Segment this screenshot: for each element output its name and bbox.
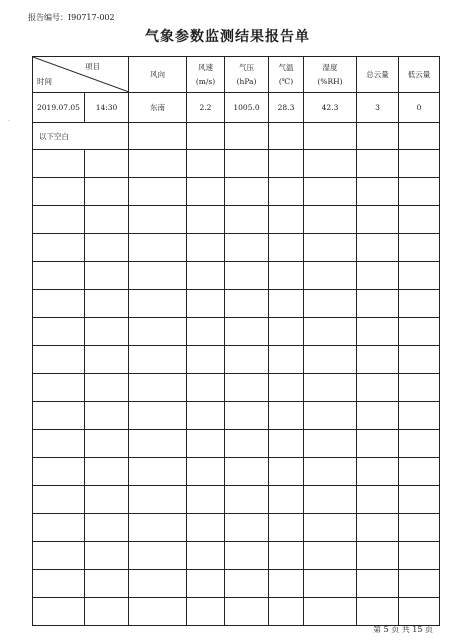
empty-cell xyxy=(85,374,129,402)
empty-cell xyxy=(85,206,129,234)
empty-cell xyxy=(357,374,399,402)
empty-cell xyxy=(225,598,269,626)
table-row xyxy=(33,93,440,123)
cell-wind-direction: 东南 xyxy=(129,93,187,123)
header-temperature xyxy=(269,57,304,93)
empty-cell xyxy=(129,598,187,626)
empty-cell xyxy=(187,262,225,290)
empty-cell xyxy=(129,402,187,430)
empty-cell xyxy=(357,542,399,570)
empty-cell xyxy=(269,346,304,374)
empty-cell xyxy=(304,374,357,402)
empty-cell xyxy=(304,206,357,234)
empty-cell xyxy=(269,178,304,206)
empty-cell xyxy=(33,346,85,374)
weather-results-table xyxy=(32,56,440,626)
empty-cell xyxy=(399,514,440,542)
empty-cell xyxy=(85,178,129,206)
empty-cell xyxy=(225,402,269,430)
cell-humidity: 42.3 xyxy=(304,93,357,123)
empty-cell xyxy=(357,150,399,178)
empty-cell xyxy=(225,374,269,402)
empty-cell xyxy=(399,374,440,402)
empty-row xyxy=(33,570,440,598)
empty-cell xyxy=(357,346,399,374)
empty-cell xyxy=(129,542,187,570)
empty-cell xyxy=(357,430,399,458)
blank-below-note: 以下空白 xyxy=(33,123,129,150)
empty-cell xyxy=(399,402,440,430)
page-number: 第 5 页 共 15 页 xyxy=(373,625,433,634)
empty-row xyxy=(33,206,440,234)
empty-cell xyxy=(85,150,129,178)
empty-cell xyxy=(225,150,269,178)
empty-cell xyxy=(399,262,440,290)
empty-cell xyxy=(269,570,304,598)
blank-note-row xyxy=(33,123,440,150)
empty-cell xyxy=(399,318,440,346)
empty-cell xyxy=(269,290,304,318)
header-temperature-label: 气温 xyxy=(278,62,294,72)
empty-cell xyxy=(187,318,225,346)
empty-cell xyxy=(399,234,440,262)
empty-cell xyxy=(129,290,187,318)
empty-cell xyxy=(269,598,304,626)
empty-cell xyxy=(85,458,129,486)
empty-cell xyxy=(269,402,304,430)
cell-wind-speed: 2.2 xyxy=(187,93,225,123)
empty-cell xyxy=(129,318,187,346)
empty-cell xyxy=(187,290,225,318)
empty-cell xyxy=(269,150,304,178)
empty-cell xyxy=(357,123,399,150)
cell-pressure: 1005.0 xyxy=(225,93,269,123)
empty-cell xyxy=(304,514,357,542)
empty-cell xyxy=(85,234,129,262)
empty-cell xyxy=(399,458,440,486)
empty-cell xyxy=(225,234,269,262)
empty-cell xyxy=(304,598,357,626)
empty-cell xyxy=(357,206,399,234)
empty-row xyxy=(33,458,440,486)
empty-cell xyxy=(304,430,357,458)
empty-row xyxy=(33,402,440,430)
empty-cell xyxy=(33,570,85,598)
empty-cell xyxy=(399,178,440,206)
empty-cell xyxy=(129,374,187,402)
cell-temperature: 28.3 xyxy=(269,93,304,123)
empty-row xyxy=(33,514,440,542)
empty-cell xyxy=(225,318,269,346)
empty-cell xyxy=(357,234,399,262)
empty-cell xyxy=(85,486,129,514)
empty-cell xyxy=(269,206,304,234)
empty-cell xyxy=(399,598,440,626)
empty-cell xyxy=(357,514,399,542)
empty-cell xyxy=(187,514,225,542)
header-total-cloud: 总云量 xyxy=(357,57,399,93)
empty-cell xyxy=(33,318,85,346)
empty-cell xyxy=(129,178,187,206)
empty-cell xyxy=(225,570,269,598)
empty-row xyxy=(33,486,440,514)
empty-cell xyxy=(187,123,225,150)
empty-cell xyxy=(33,234,85,262)
empty-cell xyxy=(129,234,187,262)
empty-cell xyxy=(33,374,85,402)
empty-cell xyxy=(129,346,187,374)
empty-cell xyxy=(225,514,269,542)
table-header-row xyxy=(33,57,440,93)
empty-cell xyxy=(187,598,225,626)
empty-cell xyxy=(129,430,187,458)
empty-cell xyxy=(85,542,129,570)
scan-mark: · xyxy=(8,118,10,125)
empty-cell xyxy=(304,486,357,514)
cell-low-cloud: 0 xyxy=(399,93,440,123)
empty-cell xyxy=(85,402,129,430)
empty-cell xyxy=(269,234,304,262)
empty-row xyxy=(33,150,440,178)
empty-cell xyxy=(269,458,304,486)
empty-cell xyxy=(357,486,399,514)
empty-cell xyxy=(357,570,399,598)
header-pressure-unit: (hPa) xyxy=(236,76,257,86)
empty-row xyxy=(33,234,440,262)
empty-cell xyxy=(85,318,129,346)
empty-cell xyxy=(33,542,85,570)
empty-cell xyxy=(129,458,187,486)
header-humidity xyxy=(304,57,357,93)
empty-cell xyxy=(399,206,440,234)
header-wind-speed-unit: (m/s) xyxy=(195,76,216,86)
cell-total-cloud: 3 xyxy=(357,93,399,123)
empty-cell xyxy=(33,430,85,458)
empty-cell xyxy=(187,458,225,486)
empty-cell xyxy=(33,206,85,234)
empty-cell xyxy=(33,150,85,178)
empty-row xyxy=(33,598,440,626)
empty-cell xyxy=(399,542,440,570)
empty-cell xyxy=(304,123,357,150)
empty-cell xyxy=(269,123,304,150)
header-humidity-unit: (%RH) xyxy=(317,76,343,86)
empty-cell xyxy=(399,570,440,598)
empty-cell xyxy=(225,123,269,150)
empty-cell xyxy=(187,542,225,570)
empty-cell xyxy=(33,402,85,430)
empty-cell xyxy=(225,178,269,206)
header-temperature-unit: (℃) xyxy=(278,76,294,86)
header-wind-direction: 风向 xyxy=(129,57,187,93)
empty-row xyxy=(33,178,440,206)
empty-cell xyxy=(85,346,129,374)
empty-cell xyxy=(187,430,225,458)
header-wind-speed-label: 风速 xyxy=(198,62,213,72)
empty-cell xyxy=(129,486,187,514)
empty-cell xyxy=(269,318,304,346)
empty-row xyxy=(33,262,440,290)
empty-cell xyxy=(269,262,304,290)
empty-cell xyxy=(187,206,225,234)
empty-cell xyxy=(129,514,187,542)
empty-cell xyxy=(304,234,357,262)
report-number-label: 报告编号： xyxy=(28,13,68,22)
empty-cell xyxy=(357,318,399,346)
empty-cell xyxy=(129,570,187,598)
empty-cell xyxy=(304,290,357,318)
cell-date: 2019.07.05 xyxy=(33,93,85,123)
empty-row xyxy=(33,346,440,374)
empty-cell xyxy=(33,262,85,290)
empty-cell xyxy=(225,542,269,570)
empty-cell xyxy=(33,458,85,486)
empty-cell xyxy=(304,402,357,430)
empty-cell xyxy=(357,178,399,206)
empty-cell xyxy=(304,458,357,486)
empty-cell xyxy=(357,290,399,318)
header-pressure-label: 气压 xyxy=(239,62,254,72)
empty-cell xyxy=(187,374,225,402)
empty-row xyxy=(33,318,440,346)
empty-cell xyxy=(304,542,357,570)
empty-cell xyxy=(187,150,225,178)
empty-cell xyxy=(85,598,129,626)
empty-cell xyxy=(33,598,85,626)
empty-cell xyxy=(85,430,129,458)
empty-cell xyxy=(357,598,399,626)
empty-cell xyxy=(33,178,85,206)
empty-cell xyxy=(269,542,304,570)
header-wind-speed xyxy=(187,57,225,93)
empty-rows xyxy=(33,150,440,626)
empty-cell xyxy=(269,430,304,458)
empty-cell xyxy=(225,346,269,374)
empty-row xyxy=(33,542,440,570)
empty-cell xyxy=(304,150,357,178)
empty-cell xyxy=(225,458,269,486)
empty-cell xyxy=(85,570,129,598)
empty-cell xyxy=(269,514,304,542)
empty-cell xyxy=(85,262,129,290)
empty-cell xyxy=(399,290,440,318)
empty-cell xyxy=(225,206,269,234)
empty-cell xyxy=(129,206,187,234)
empty-cell xyxy=(304,346,357,374)
corner-header-cell xyxy=(33,57,129,93)
empty-cell xyxy=(399,430,440,458)
report-title: 气象参数监测结果报告单 xyxy=(145,29,310,45)
empty-cell xyxy=(187,346,225,374)
empty-cell xyxy=(33,290,85,318)
empty-cell xyxy=(187,178,225,206)
empty-cell xyxy=(85,290,129,318)
header-pressure xyxy=(225,57,269,93)
report-number-value: I90717-002 xyxy=(68,13,115,22)
empty-cell xyxy=(399,150,440,178)
empty-cell xyxy=(129,123,187,150)
empty-cell xyxy=(304,178,357,206)
empty-cell xyxy=(399,123,440,150)
empty-cell xyxy=(304,318,357,346)
empty-cell xyxy=(187,570,225,598)
header-time: 时间 xyxy=(37,77,52,86)
empty-cell xyxy=(304,262,357,290)
empty-cell xyxy=(304,570,357,598)
empty-cell xyxy=(85,514,129,542)
empty-cell xyxy=(357,262,399,290)
empty-cell xyxy=(269,486,304,514)
empty-cell xyxy=(129,150,187,178)
empty-cell xyxy=(187,234,225,262)
header-humidity-label: 湿度 xyxy=(322,62,338,72)
empty-row xyxy=(33,374,440,402)
empty-cell xyxy=(399,486,440,514)
empty-cell xyxy=(225,486,269,514)
header-low-cloud: 低云量 xyxy=(399,57,440,93)
empty-cell xyxy=(399,346,440,374)
empty-cell xyxy=(129,262,187,290)
empty-cell xyxy=(357,402,399,430)
empty-cell xyxy=(225,290,269,318)
empty-row xyxy=(33,430,440,458)
empty-cell xyxy=(187,402,225,430)
header-item: 项目 xyxy=(85,62,100,71)
empty-cell xyxy=(225,430,269,458)
empty-cell xyxy=(225,262,269,290)
empty-cell xyxy=(33,486,85,514)
report-number xyxy=(28,12,115,23)
empty-cell xyxy=(33,514,85,542)
cell-time: 14:30 xyxy=(85,93,129,123)
empty-cell xyxy=(357,458,399,486)
empty-cell xyxy=(187,486,225,514)
empty-row xyxy=(33,290,440,318)
empty-cell xyxy=(269,374,304,402)
